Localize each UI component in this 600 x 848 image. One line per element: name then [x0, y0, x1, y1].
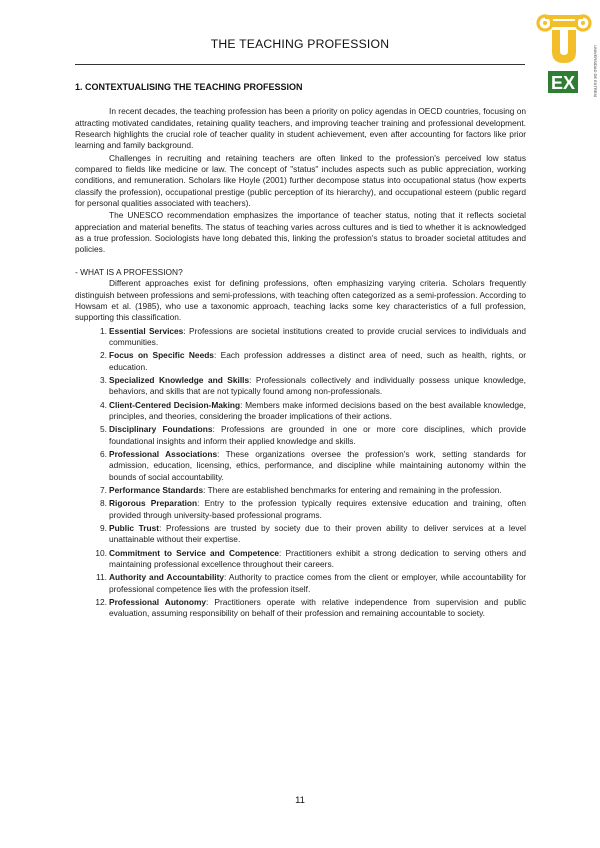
list-term: Professional Autonomy [109, 597, 207, 608]
list-item [75, 572, 526, 595]
list-item [75, 548, 526, 571]
list-term: Disciplinary Foundations [109, 424, 213, 435]
list-term: Focus on Specific Needs [109, 350, 214, 361]
list-number: 9. [100, 523, 107, 534]
list-item [75, 375, 526, 398]
list-text: : Practitioners exhibit a strong dedication to serving others and maintaining professional excellence throughout their careers. [109, 547, 526, 570]
list-text: : Authority to practice comes from the client or employer, while accountability for professional competence lies with the profession itself. [109, 572, 526, 594]
paragraph: The UNESCO recommendation emphasizes the importance of teacher status, noting that it reflects societal appreciation and material benefits. The status of teaching varies across cultures and is tied to whether it is acknowledged as a true profession. Sociologists have long debated this, linking the profession's status to broader societal attitudes and policies. [75, 210, 526, 255]
list-number: 1. [100, 325, 107, 336]
list-number: 4. [100, 399, 107, 410]
list-item [75, 449, 526, 483]
list-text: : There are established benchmarks for entering and remaining in the profession. [203, 485, 502, 495]
list-number: 11. [96, 572, 107, 583]
list-term: Professional Associations [109, 448, 218, 459]
list-text: : Entry to the profession typically requires extensive education and training, often provided through university-based professional programs. [109, 498, 526, 520]
list-item [75, 498, 526, 521]
list-item [75, 326, 526, 349]
list-term: Rigorous Preparation [109, 498, 198, 509]
list-item [75, 523, 526, 546]
list-term: Performance Standards [109, 485, 204, 495]
list-item [75, 424, 526, 447]
list-text: : These organizations oversee the profession's work, setting standards for admission, education, licensing, ethics, performance, and discipline while maintaining autonomy within the bounds of social accountability. [109, 448, 526, 482]
list-text: : Each profession addresses a distinct area of need, such as health, rights, or education. [109, 350, 526, 372]
list-term: Specialized Knowledge and Skills [109, 374, 250, 385]
list-number: 6. [100, 448, 107, 459]
subsection-heading: - WHAT IS A PROFESSION? [75, 266, 183, 277]
list-term: Essential Services [109, 325, 184, 336]
section-title: 1. CONTEXTUALISING THE TEACHING PROFESSION [75, 82, 303, 92]
list-item [75, 350, 526, 373]
list-number: 3. [100, 374, 107, 385]
page-title: THE TEACHING PROFESSION [210, 37, 390, 51]
list-term: Public Trust [109, 523, 160, 534]
uex-logo-icon [536, 5, 598, 97]
list-text: : Members make informed decisions based on the best available knowledge, principles, and theories, considering the broader implications of their actions. [109, 399, 526, 421]
paragraph: Challenges in recruiting and retaining teachers are often linked to the profession's perceived low status compared to fields like medicine or law. The concept of "status" includes aspects such as public appreciation, working conditions, and remuneration. Scholars like Hoyle (2001) further decompose status into occupational status (how experts classify the profession), occupational prestige (public perception of its hierarchy), and occupational esteem (public regard for personal qualities associated with teachers). [75, 152, 526, 209]
list-number: 2. [100, 350, 107, 361]
list-number: 10. [95, 547, 107, 558]
paragraph: In recent decades, the teaching profession has been a priority on policy agendas in OECD countries, focusing on attracting motivated candidates, retaining quality teachers, and improving teacher training and professional development. Research highlights the crucial role of teacher quality in student achievement, even after accounting for factors like prior learning and family background. [75, 106, 526, 151]
list-text: : Professions are societal institutions created to provide crucial services to individuals and communities. [109, 325, 526, 347]
list-number: 5. [100, 424, 107, 435]
header-divider [75, 64, 525, 65]
list-term: Commitment to Service and Competence [109, 547, 280, 558]
list-text: : Professions are grounded in one or more core disciplines, which provide foundational insights and inform their applied knowledge and skills. [109, 424, 526, 446]
list-text: : Practitioners operate with relative independence from supervision and public evaluation, assuming responsibility on behalf of their profession and remaining accountable to society. [109, 597, 526, 619]
list-term: Client-Centered Decision-Making [109, 399, 241, 410]
logo-ex-text: EX [550, 73, 576, 93]
university-logo [536, 5, 598, 97]
list-term: Authority and Accountability [109, 572, 225, 583]
logo-university-text: UNIVERSIDAD DE EXTREMADURA [593, 45, 598, 97]
list-text: : Professions are trusted by society due to their proven ability to deliver services at a level unattainable without their expertise. [109, 523, 526, 545]
list-number: 12. [95, 597, 107, 608]
list-item [75, 400, 526, 423]
list-item [75, 597, 526, 620]
main-content [75, 82, 526, 620]
characteristics-list [75, 326, 526, 620]
list-text: : Professionals collectively and individually possess unique knowledge, behaviors, and skills that are not typically found among non-professionals. [109, 374, 526, 397]
list-number: 7. [100, 485, 107, 495]
list-number: 8. [100, 498, 107, 509]
subsection-intro: Different approaches exist for defining professions, often emphasizing varying criteria. Scholars frequently distinguish between professions and semi-professions, with teaching often categorized as a semi-profession. According to Howsam et al. (1985), who use a taxonomic approach, teaching lacks some key characteristics of a full profession, supporting this classification. [75, 278, 526, 323]
page-number: 11 [295, 795, 305, 806]
list-item [75, 485, 526, 496]
